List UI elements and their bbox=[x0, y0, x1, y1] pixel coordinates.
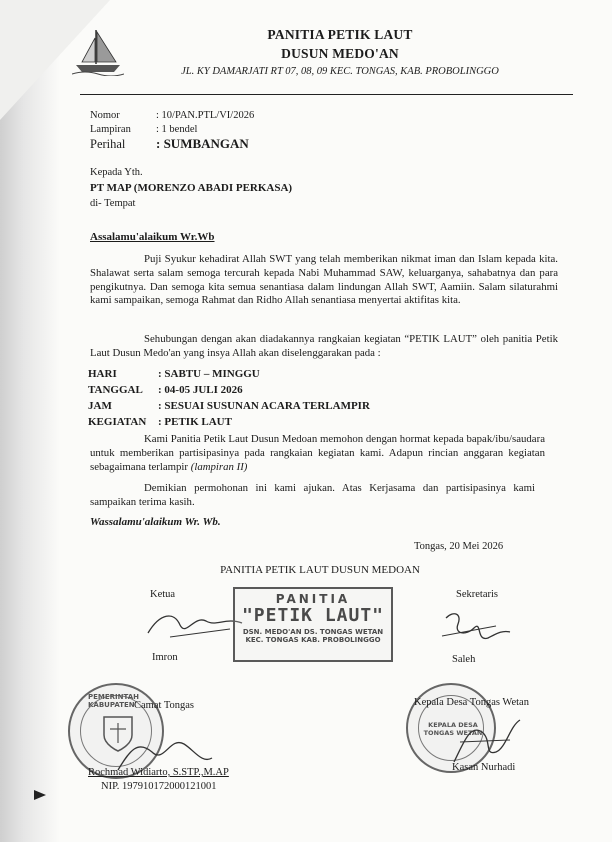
paragraph-opening: Puji Syukur kehadirat Allah SWT yang telah memberikan nikmat iman dan Islam kepada kita. Shalawat serta salam semoga tercurah kepada Nabi Muhammad SAW, keluarganya, sahabatnya dan para pengikutnya. Dan semoga kita semua senantiasa dalam lindungan Allah SWT, Aamiin. Salam silaturahmi kami sampaikan, semoga Rahmat dan Ridho Allah senantiasa menyertai aktifitas kita. bbox=[90, 253, 558, 307]
paragraph-event-intro: Sehubungan dengan akan diadakannya rangkaian kegiatan “PETIK LAUT” oleh panitia Petik Laut Dusun Medo'an yang insya Allah akan diselenggarakan pada : bbox=[90, 333, 558, 359]
kades-title: Kepala Desa Tongas Wetan bbox=[414, 697, 529, 708]
kades-stamp-text: KEPALA DESA TONGAS WETAN bbox=[423, 721, 483, 737]
recipient-salutation: Kepada Yth. bbox=[90, 167, 143, 178]
lampiran-label: Lampiran bbox=[90, 124, 131, 135]
kegiatan-value: : PETIK LAUT bbox=[158, 416, 232, 428]
camat-stamp-text: PEMERINTAH KABUPATEN bbox=[88, 693, 140, 709]
org-name-line1: PANITIA PETIK LAUT bbox=[267, 27, 413, 42]
sekretaris-signature-icon bbox=[436, 606, 516, 652]
recipient-location: di- Tempat bbox=[90, 198, 136, 209]
hari-value: : SABTU – MINGGU bbox=[158, 368, 260, 380]
perihal-value: : SUMBANGAN bbox=[156, 136, 249, 151]
ketua-title: Ketua bbox=[150, 589, 176, 600]
header-divider bbox=[80, 94, 573, 95]
camat-title: Camat Tongas bbox=[134, 700, 195, 711]
paragraph-request-attachment: (lampiran II) bbox=[190, 460, 248, 473]
kegiatan-label: KEGIATAN bbox=[88, 416, 147, 428]
sailboat-logo-icon bbox=[72, 28, 124, 76]
committee-stamp-line3: DSN. MEDO'AN DS. TONGAS WETAN bbox=[242, 628, 384, 636]
closing-salam: Wassalamu'alaikum Wr. Wb. bbox=[90, 516, 221, 528]
scan-shadow bbox=[0, 0, 60, 842]
recipient-name: PT MAP (MORENZO ABADI PERKASA) bbox=[90, 182, 293, 194]
greeting: Assalamu'alaikum Wr.Wb bbox=[90, 231, 215, 243]
committee-stamp-line1: PANITIA bbox=[275, 592, 351, 606]
camat-name: Rochmad Widiarto, S.STP.,M.AP bbox=[88, 767, 229, 778]
nomor-label: Nomor bbox=[90, 110, 120, 121]
hari-label: HARI bbox=[88, 368, 117, 380]
paragraph-request-main: Kami Panitia Petik Laut Dusun Medoan memohon dengan hormat kepada bapak/ibu/saudara untuk memberikan partisipasinya pada rangkaian kegiatan kami. Adapun rincian anggaran kegiatan sebagaimana terlampir bbox=[90, 433, 545, 473]
paragraph-closing: Demikian permohonan ini kami ajukan. Atas Kerjasama dan partisipasinya kami sampaikan terima kasih. bbox=[90, 482, 535, 508]
sekretaris-title: Sekretaris bbox=[456, 589, 498, 600]
place-date: Tongas, 20 Mei 2026 bbox=[414, 541, 504, 552]
org-address: JL. KY DAMARJATI RT 07, 08, 09 KEC. TONGAS, KAB. PROBOLINGGO bbox=[181, 66, 499, 77]
committee-stamp bbox=[233, 587, 393, 662]
org-name-line2: DUSUN MEDO'AN bbox=[281, 46, 399, 61]
committee-stamp-line2: "PETIK LAUT" bbox=[241, 605, 385, 626]
scan-mark-icon bbox=[34, 790, 46, 800]
nomor-value: : 10/PAN.PTL/VI/2026 bbox=[156, 110, 255, 121]
tanggal-value: : 04-05 JULI 2026 bbox=[158, 384, 243, 396]
ketua-name: Imron bbox=[152, 652, 178, 663]
jam-label: JAM bbox=[88, 400, 112, 412]
paragraph-request bbox=[90, 433, 545, 474]
tanggal-label: TANGGAL bbox=[88, 384, 143, 396]
perihal-label: Perihal bbox=[90, 137, 126, 151]
committee-name: PANITIA PETIK LAUT DUSUN MEDOAN bbox=[220, 564, 420, 576]
camat-nip: NIP. 197910172000121001 bbox=[101, 781, 217, 792]
lampiran-value: : 1 bendel bbox=[156, 124, 198, 135]
kades-name: Kasan Nurhadi bbox=[452, 762, 516, 773]
jam-value: : SESUAI SUSUNAN ACARA TERLAMPIR bbox=[158, 400, 370, 412]
sekretaris-name: Saleh bbox=[452, 654, 476, 665]
committee-stamp-line4: KEC. TONGAS KAB. PROBOLINGGO bbox=[245, 636, 381, 644]
